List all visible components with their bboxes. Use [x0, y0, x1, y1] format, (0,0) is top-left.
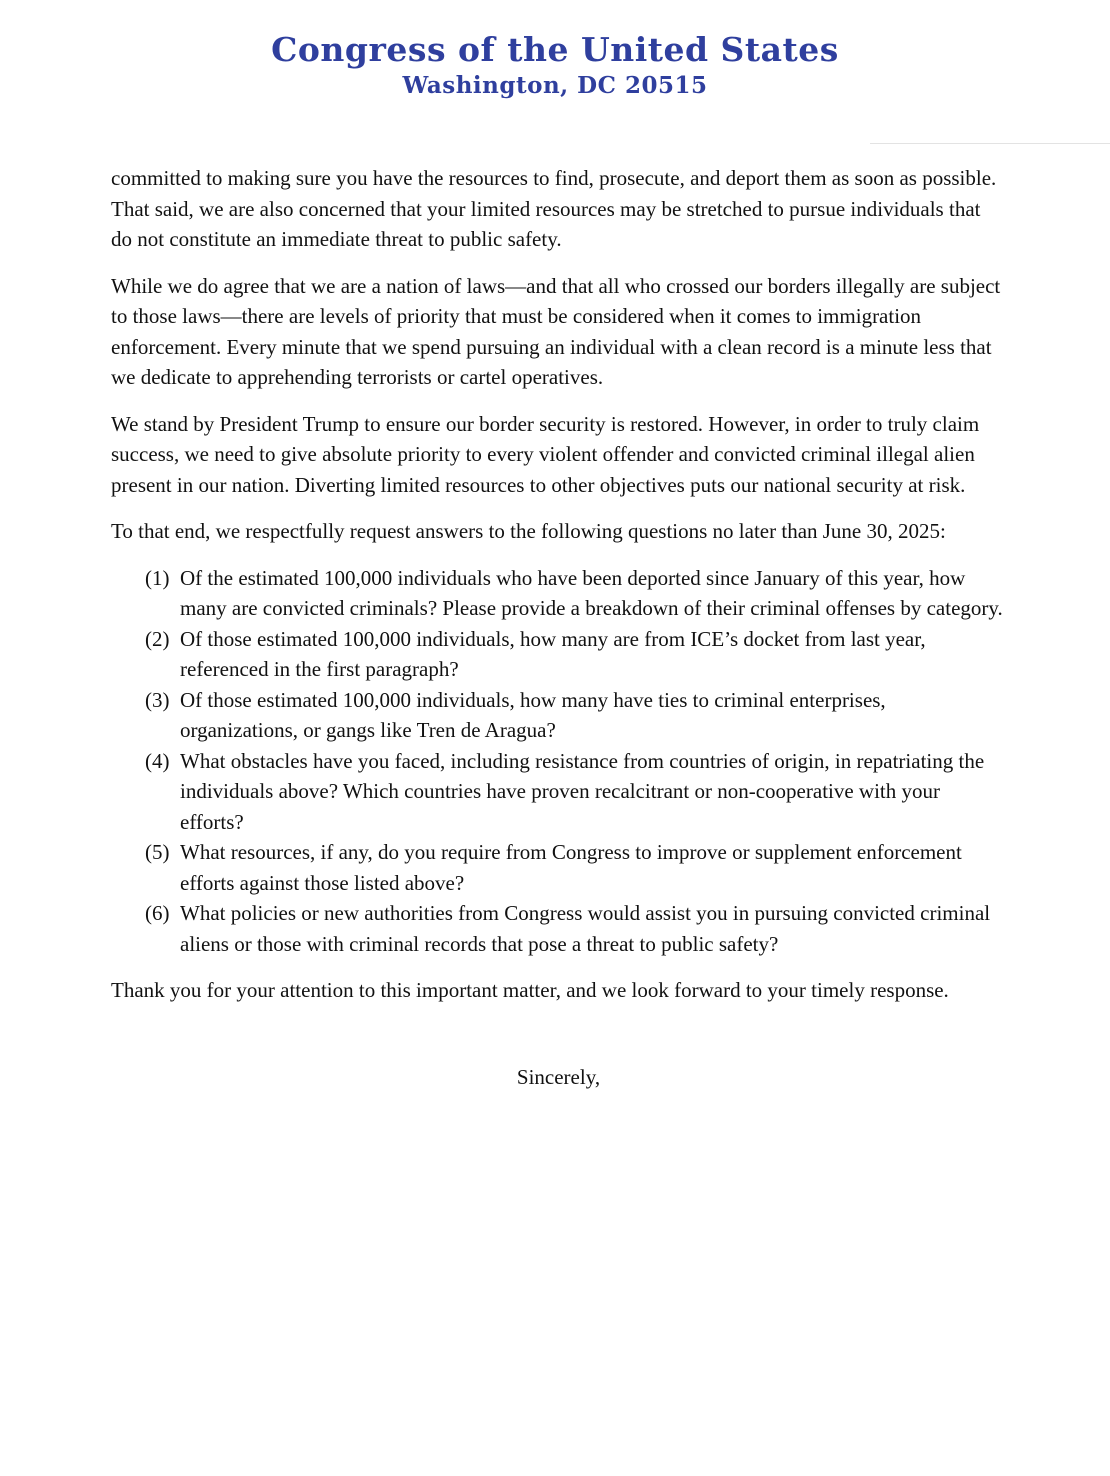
question-text: Of the estimated 100,000 individuals who have been deported since January of this year, how many are convicted criminals? Please provide a breakdown of their criminal offenses by category. [180, 565, 1003, 620]
question-list [111, 563, 1006, 960]
letterhead-title: Congress of the United States [271, 30, 839, 69]
question-text: What policies or new authorities from Congress would assist you in pursuing convicted criminal aliens or those with criminal records that pose a threat to public safety? [180, 901, 991, 956]
paragraph-3: We stand by President Trump to ensure our border security is restored. However, in order to truly claim success, we need to give absolute priority to every violent offender and convicted criminal illegal alien present in our nation. Diverting limited resources to other objectives puts our national security at risk. [111, 411, 980, 497]
question-item [145, 746, 1006, 838]
question-number: (6) [145, 901, 170, 925]
question-text: Of those estimated 100,000 individuals, how many are from ICE’s docket from last year, referenced in the first paragraph? [180, 626, 926, 681]
paragraph-1: committed to making sure you have the resources to find, prosecute, and deport them as soon as possible. That said, we are also concerned that your limited resources may be stretched to pursue individuals that do not constitute an immediate threat to public safety. [111, 166, 997, 251]
paragraph-4: To that end, we respectfully request answers to the following questions no later than June 30, 2025: [111, 519, 946, 543]
question-item [145, 685, 1006, 746]
paragraph-5: Thank you for your attention to this important matter, and we look forward to your timely response. [111, 978, 949, 1002]
question-item [145, 563, 1006, 624]
question-text: Of those estimated 100,000 individuals, how many have ties to criminal enterprises, organizations, or gangs like Tren de Aragua? [180, 687, 886, 742]
letterhead [0, 30, 1110, 99]
paragraph-2: While we do agree that we are a nation of laws—and that all who crossed our borders illegally are subject to those laws—there are levels of priority that must be considered when it comes to immigration enforcement. Every minute that we spend pursuing an individual with a clean record is a minute less that we dedicate to apprehending terrorists or cartel operatives. [111, 273, 1001, 389]
closing-salutation: Sincerely, [516, 1064, 601, 1089]
question-item [145, 898, 1006, 959]
question-item [145, 624, 1006, 685]
question-number: (4) [145, 748, 170, 773]
header-divider [870, 143, 1110, 144]
question-number: (1) [145, 565, 170, 590]
question-item [145, 837, 1006, 898]
letter-body [111, 163, 1006, 1092]
letterhead-address: Washington, DC 20515 [402, 71, 708, 99]
question-text: What resources, if any, do you require from Congress to improve or supplement enforcement efforts against those listed above? [180, 840, 962, 895]
question-number: (2) [145, 626, 170, 651]
question-text: What obstacles have you faced, including resistance from countries of origin, in repatriating the individuals above? Which countries have proven recalcitrant or non-cooperative with your efforts? [180, 748, 985, 834]
question-number: (5) [145, 840, 170, 864]
question-number: (3) [145, 687, 170, 712]
